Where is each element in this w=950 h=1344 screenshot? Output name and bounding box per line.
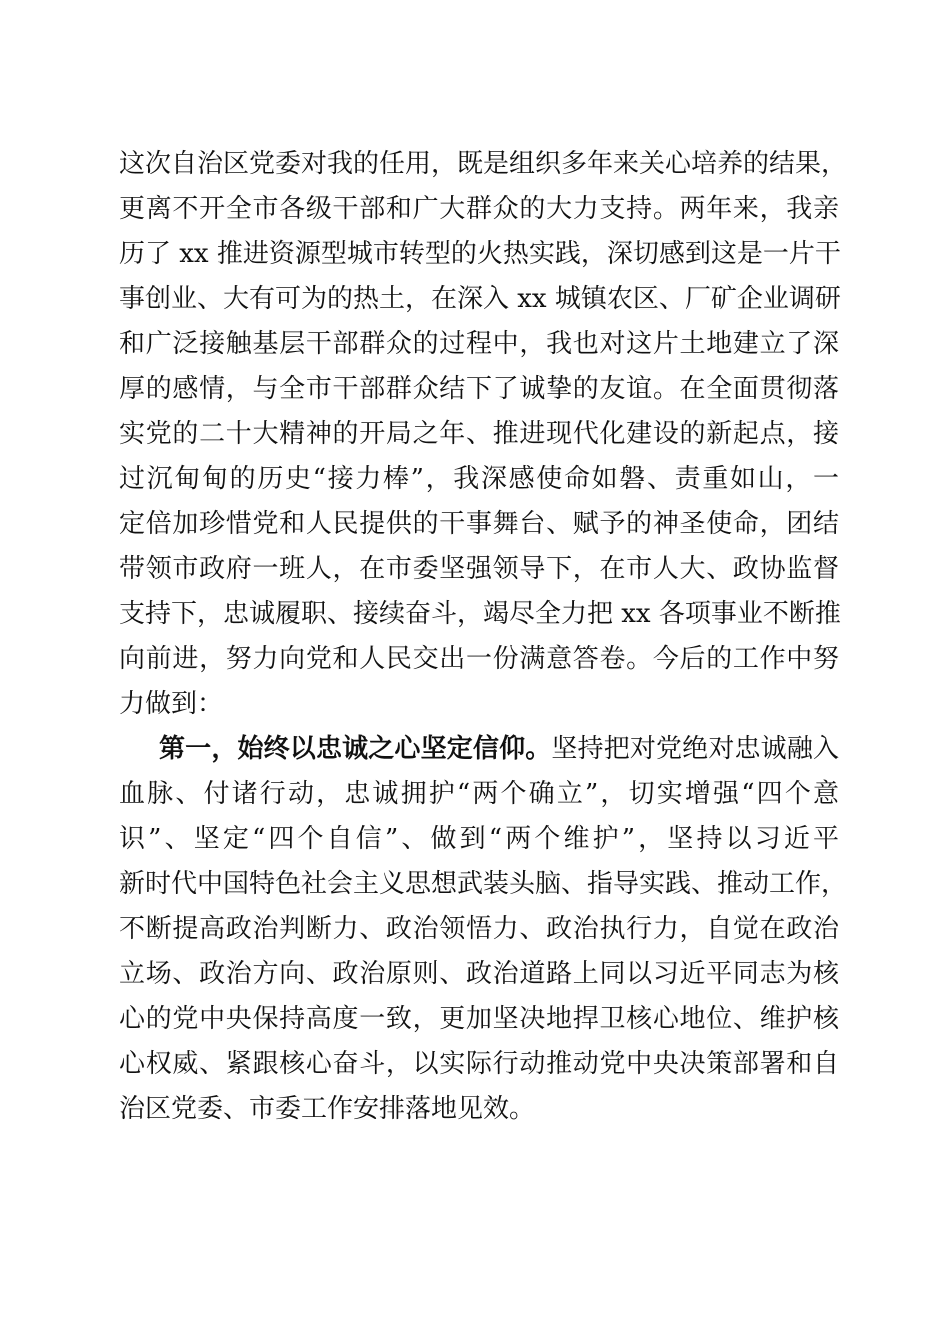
paragraph-line: 识”、坚定“四个自信”、做到“两个维护”，坚持以习近平 [119,824,839,854]
paragraph-line: 实党的二十大精神的开局之年、推进现代化建设的新起点，接 [119,419,839,449]
paragraph-line: 厚的感情，与全市干部群众结下了诚挚的友谊。在全面贯彻落 [119,374,839,404]
paragraph-line: 支持下，忠诚履职、接续奋斗，竭尽全力把 xx 各项事业不断推 [119,599,841,629]
paragraph-line: 和广泛接触基层干部群众的过程中，我也对这片土地建立了深 [119,329,839,359]
paragraph-line: 心的党中央保持高度一致，更加坚决地捍卫核心地位、维护核 [119,1004,839,1034]
heading-rest-text: 坚持把对党绝对忠诚融入 [551,734,839,764]
paragraph-line: 力做到： [119,689,224,719]
section-heading: 第一，始终以忠诚之心坚定信仰。 [159,734,552,764]
paragraph-line: 历了 xx 推进资源型城市转型的火热实践，深切感到这是一片干 [119,239,841,269]
paragraph-line: 这次自治区党委对我的任用，既是组织多年来关心培养的结果， [119,149,848,179]
paragraph-line: 立场、政治方向、政治原则、政治道路上同以习近平同志为核 [119,959,839,989]
paragraph-line: 血脉、付诸行动，忠诚拥护“两个确立”，切实增强“四个意 [119,779,839,809]
paragraph-line: 新时代中国特色社会主义思想武装头脑、指导实践、推动工作， [119,869,848,899]
paragraph-line: 向前进，努力向党和人民交出一份满意答卷。今后的工作中努 [119,644,839,674]
paragraph-line: 更离不开全市各级干部和广大群众的大力支持。两年来，我亲 [119,194,839,224]
paragraph-line: 带领市政府一班人，在市委坚强领导下，在市人大、政协监督 [119,554,839,584]
paragraph-line: 定倍加珍惜党和人民提供的干事舞台、赋予的神圣使命，团结 [119,509,839,539]
paragraph-first-line [159,725,839,773]
paragraph-line: 过沉甸甸的历史“接力棒”，我深感使命如磐、责重如山，一 [119,464,839,494]
paragraph-line: 心权威、紧跟核心奋斗，以实际行动推动党中央决策部署和自 [119,1049,839,1079]
paragraph-line: 事创业、大有可为的热土，在深入 xx 城镇农区、厂矿企业调研 [119,284,841,314]
paragraph-line: 治区党委、市委工作安排落地见效。 [119,1094,536,1124]
paragraph-line: 不断提高政治判断力、政治领悟力、政治执行力，自觉在政治 [119,914,839,944]
